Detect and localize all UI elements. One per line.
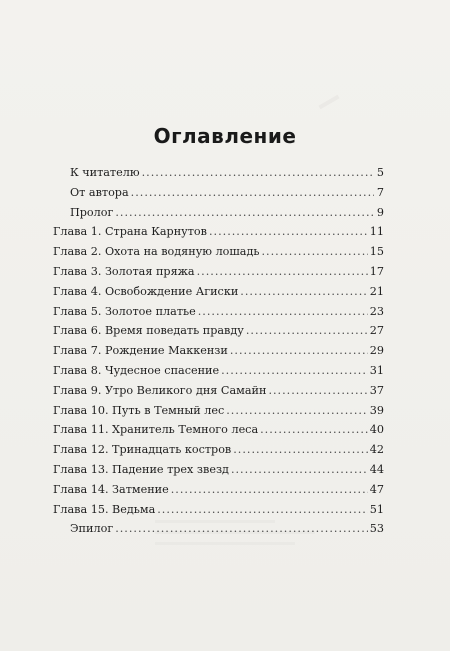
toc-entry — [53, 381, 384, 401]
toc-entry-title: Глава 15. Ведьма — [53, 502, 156, 516]
toc-entry — [53, 242, 384, 262]
toc-entry-title: Глава 9. Утро Великого дня Самайн — [53, 383, 267, 397]
toc-entry — [53, 401, 384, 421]
toc-entry — [53, 302, 384, 322]
toc-entry-page-number: 42 — [369, 443, 384, 457]
dot-leader — [131, 183, 374, 203]
toc-entry-page-number: 53 — [369, 522, 384, 536]
bleed-through-mark — [155, 542, 295, 545]
toc-entry — [53, 163, 384, 183]
toc-entry — [53, 480, 384, 500]
toc-entry-title: Глава 7. Рождение Маккензи — [53, 344, 228, 358]
toc-entry-page-number: 31 — [369, 363, 384, 377]
toc-entry-title: Глава 4. Освобождение Агиски — [53, 284, 239, 298]
bleed-through-mark — [318, 95, 339, 109]
toc-entry-page-number: 7 — [376, 185, 384, 199]
dot-leader — [246, 321, 368, 341]
toc-entry — [53, 519, 384, 539]
dot-leader — [171, 480, 368, 500]
toc-entry-title: Эпилог — [70, 522, 114, 536]
toc-entry-page-number: 11 — [369, 225, 384, 239]
dot-leader — [261, 242, 367, 262]
dot-leader — [240, 282, 367, 302]
dot-leader — [115, 203, 374, 223]
toc-entry-title: Глава 8. Чудесное спасение — [53, 363, 220, 377]
toc-entry-page-number: 47 — [369, 482, 384, 496]
toc-entry-page-number: 17 — [369, 264, 384, 278]
dot-leader — [226, 401, 368, 421]
toc-entry-page-number: 27 — [369, 324, 384, 338]
toc-entry-page-number: 39 — [369, 403, 384, 417]
dot-leader — [231, 460, 368, 480]
toc-entry-page-number: 37 — [369, 383, 384, 397]
page-title: Оглавление — [153, 124, 297, 148]
toc-entry-page-number: 15 — [369, 245, 384, 259]
dot-leader — [268, 381, 367, 401]
dot-leader — [230, 341, 368, 361]
toc-entry-title: Глава 1. Страна Карнутов — [53, 225, 207, 239]
toc-entry-title: Глава 6. Время поведать правду — [53, 324, 244, 338]
table-of-contents — [53, 163, 384, 539]
toc-entry — [53, 282, 384, 302]
toc-entry-page-number: 51 — [369, 502, 384, 516]
toc-entry-title: Глава 2. Охота на водяную лошадь — [53, 245, 260, 259]
toc-entry — [53, 341, 384, 361]
toc-entry-title: Глава 12. Тринадцать костров — [53, 443, 232, 457]
toc-entry-title: Глава 14. Затмение — [53, 482, 169, 496]
toc-entry-page-number: 5 — [376, 166, 384, 179]
toc-entry — [53, 460, 384, 480]
dot-leader — [115, 519, 368, 539]
toc-entry-title: Глава 3. Золотая пряжа — [53, 264, 195, 278]
dot-leader — [157, 500, 368, 520]
toc-entry — [53, 321, 384, 341]
toc-entry-page-number: 29 — [369, 344, 384, 358]
toc-entry-page-number: 23 — [369, 304, 384, 318]
toc-entry-title: Глава 13. Падение трех звезд — [53, 462, 229, 476]
dot-leader — [260, 420, 368, 440]
toc-entry — [53, 183, 384, 203]
dot-leader — [209, 222, 368, 242]
dot-leader — [198, 302, 368, 322]
toc-entry-title: Глава 10. Путь в Темный лес — [53, 403, 225, 417]
dot-leader — [221, 361, 368, 381]
toc-entry — [53, 361, 384, 381]
toc-entry-title: Глава 5. Золотое платье — [53, 304, 196, 318]
toc-entry-title: От автора — [70, 185, 129, 199]
toc-entry — [53, 203, 384, 223]
dot-leader — [197, 262, 368, 282]
toc-entry — [53, 440, 384, 460]
dot-leader — [142, 163, 374, 183]
toc-entry — [53, 500, 384, 520]
toc-entry — [53, 420, 384, 440]
toc-entry-page-number: 40 — [369, 423, 384, 437]
toc-entry-title: К читателю — [70, 166, 140, 179]
toc-entry-page-number: 9 — [376, 205, 384, 219]
toc-entry-title: Пролог — [70, 205, 114, 219]
toc-entry — [53, 222, 384, 242]
toc-entry-page-number: 21 — [369, 284, 384, 298]
dot-leader — [233, 440, 368, 460]
toc-entry-page-number: 44 — [369, 462, 384, 476]
toc-entry — [53, 262, 384, 282]
toc-entry-title: Глава 11. Хранитель Темного леса — [53, 423, 259, 437]
